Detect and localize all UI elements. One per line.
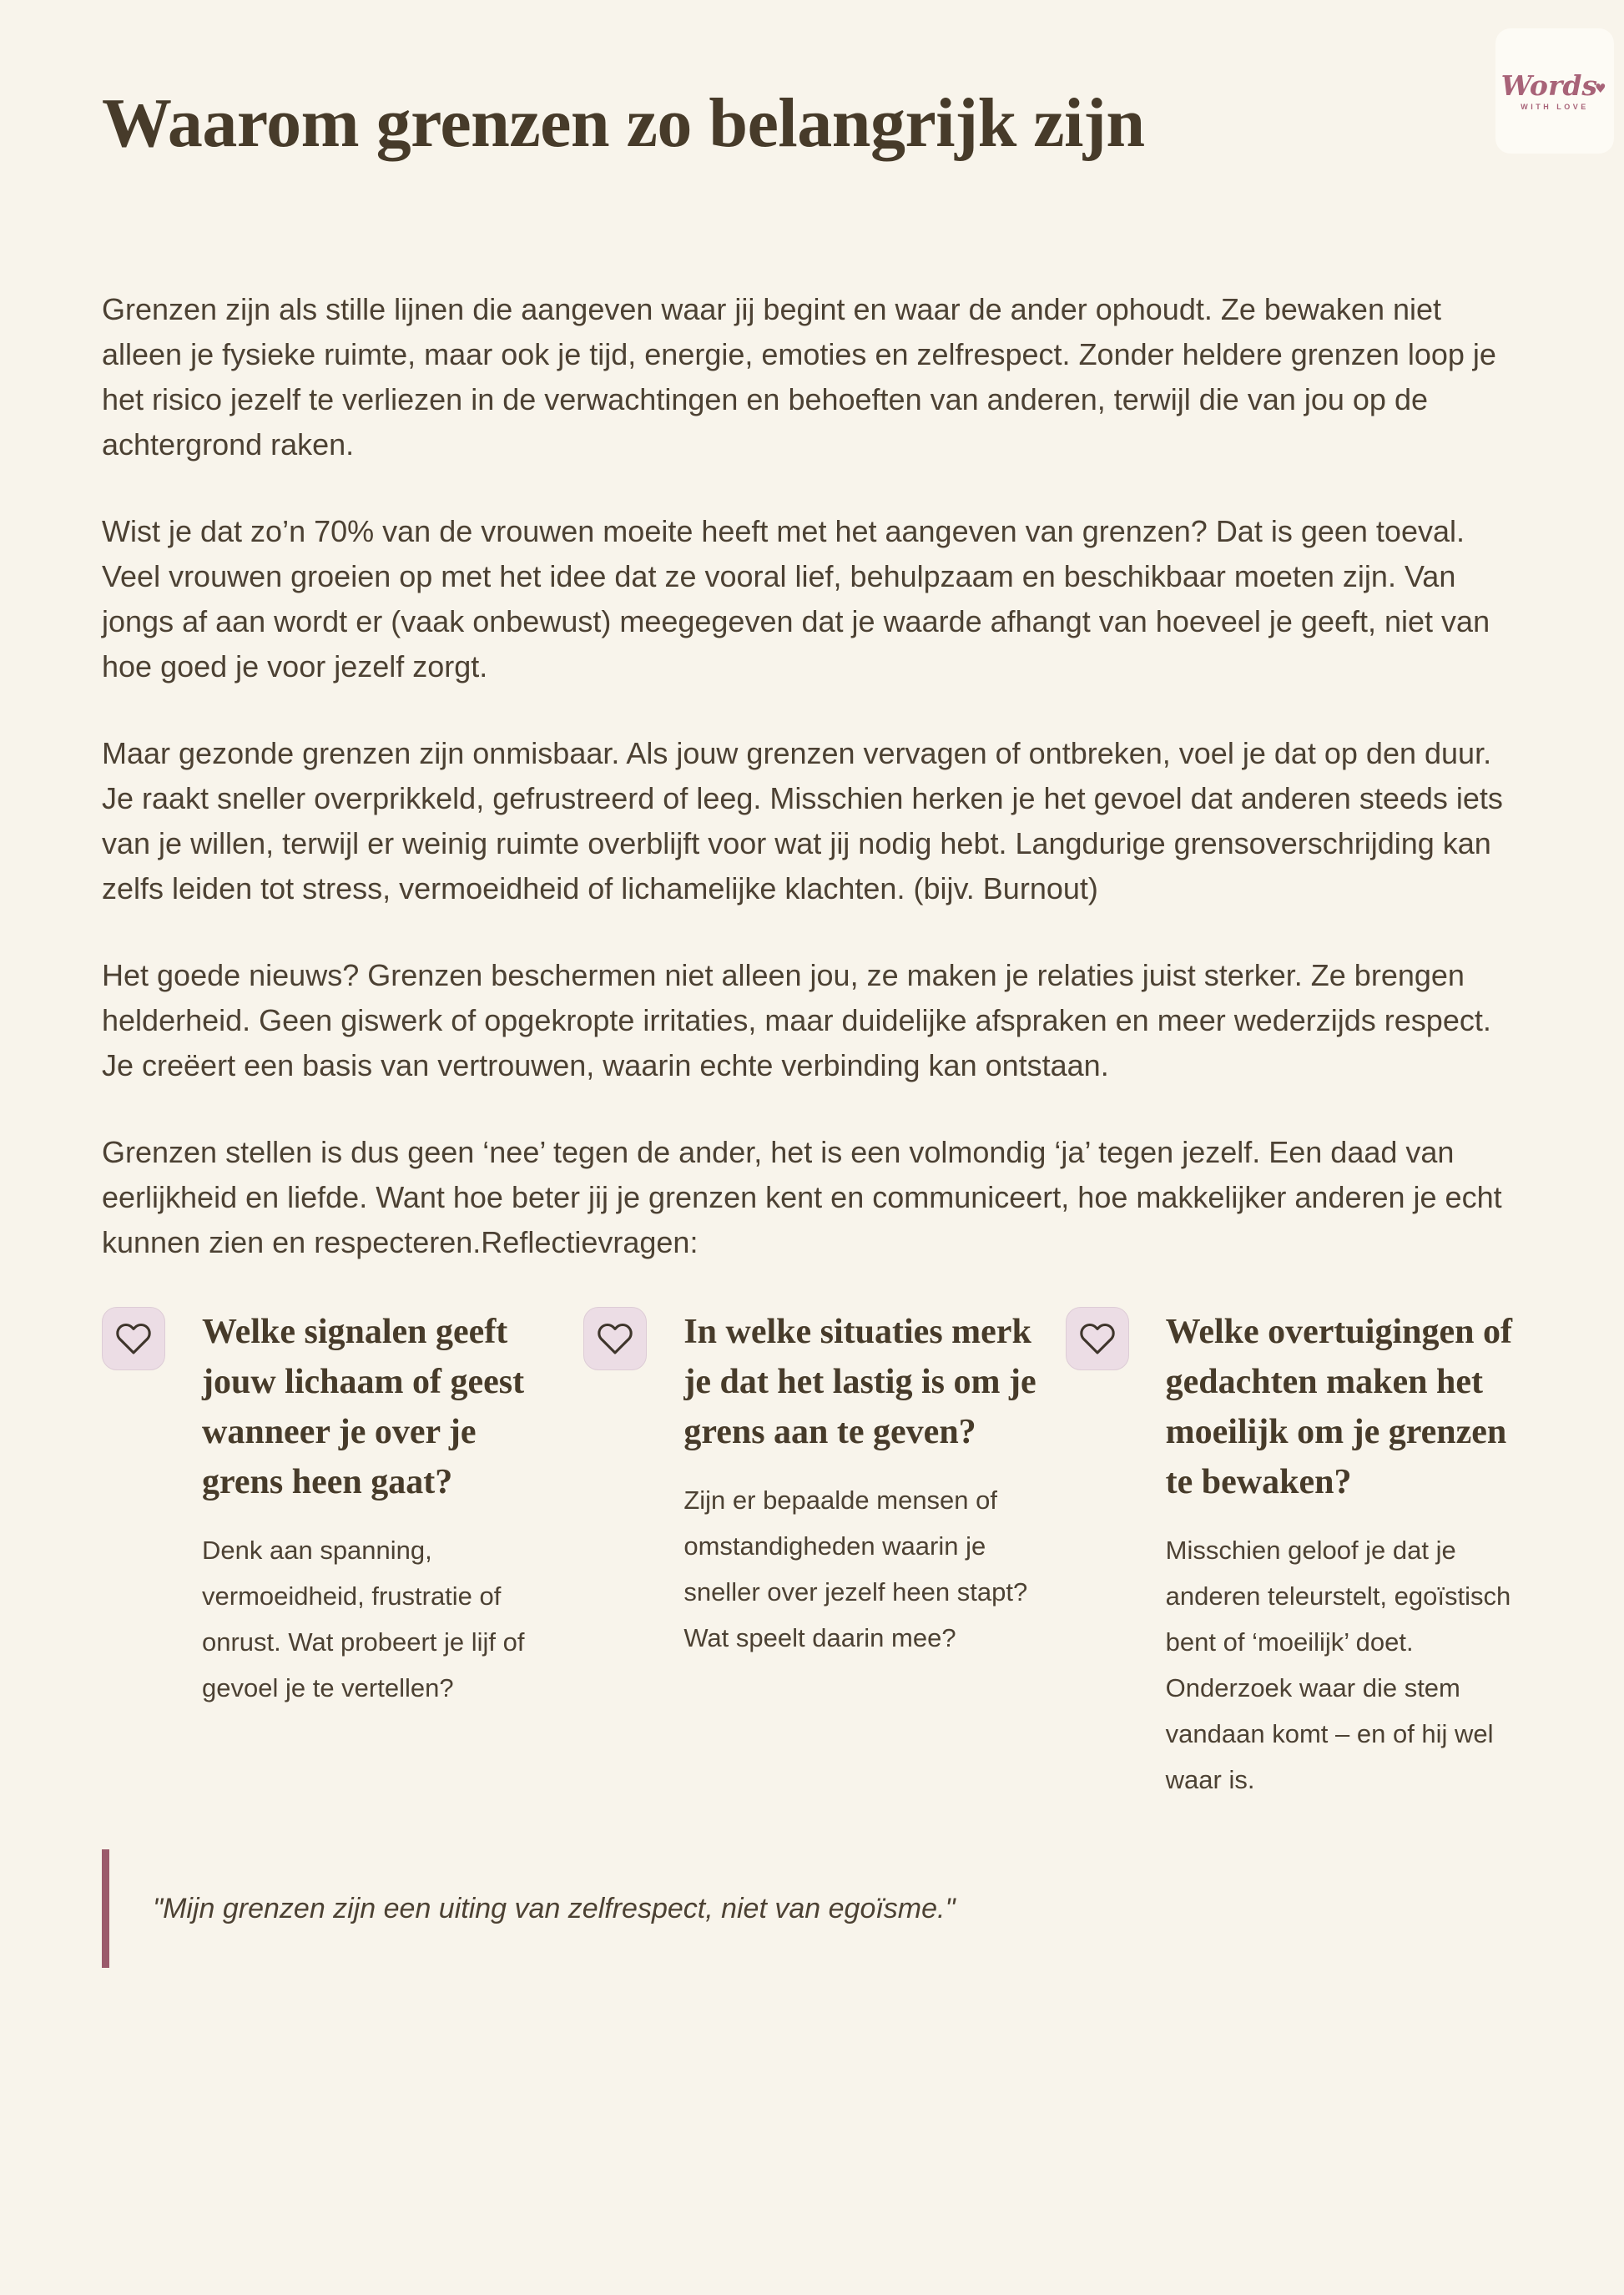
reflection-text-1 [202, 1307, 562, 1711]
logo [1495, 28, 1614, 154]
reflection-question: Welke overtuigingen of gedachten maken het moeilijk om je grenzen te bewaken? [1165, 1313, 1512, 1502]
logo-wordmark-text: Words [1500, 68, 1597, 102]
reflection-card-1 [102, 1307, 562, 1803]
reflection-text-3 [1166, 1307, 1526, 1803]
reflection-card-2 [583, 1307, 1043, 1803]
heart-icon-badge [102, 1307, 165, 1370]
logo-wordmark [1500, 68, 1609, 102]
heart-icon: ♥ [1594, 80, 1606, 96]
quote-accent-bar [102, 1849, 109, 1968]
reflection-hint: Zijn er bepaalde mensen of omstandigheden waarin je sneller over jezelf heen stapt? Wat speelt daarin mee? [683, 1485, 1028, 1653]
reflection-question: In welke situaties merk je dat het lastig is om je grens aan te geven? [683, 1313, 1036, 1452]
quote-block [102, 1849, 1370, 1968]
quote-text: "Mijn grenzen zijn een uiting van zelfrespect, niet van egoïsme." [153, 1892, 956, 1924]
reflection-text-2 [683, 1307, 1043, 1661]
intro-paragraph-4: Het goede nieuws? Grenzen beschermen niet alleen jou, ze maken je relaties juist sterker. Ze brengen helderheid. Geen giswerk of opgekropte irritaties, maar duidelijke afspraken en meer wederzijds respect. Je creëert een basis van vertrouwen, waarin echte verbinding kan ontstaan. [102, 958, 1491, 1083]
heart-icon-badge [583, 1307, 647, 1370]
reflection-hint: Misschien geloof je dat je anderen teleurstelt, egoïstisch bent of ‘moeilijk’ doet. Onderzoek waar die stem vandaan komt – en of hij wel waar is. [1165, 1536, 1511, 1795]
intro-paragraph-3: Maar gezonde grenzen zijn onmisbaar. Als jouw grenzen vervagen of ontbreken, voel je dat op den duur. Je raakt sneller overprikkeld, gefrustreerd of leeg. Misschien herken je het gevoel dat anderen steeds iets van je willen, terwijl er weinig ruimte overblijft voor wat jij nodig hebt. Langdurige grensoverschrijding kan zelfs leiden tot stress, vermoeidheid of lichamelijke klachten. (bijv. Burnout) [102, 736, 1503, 906]
reflection-question: Welke signalen geeft jouw lichaam of geest wanneer je over je grens heen gaat? [202, 1313, 525, 1502]
heart-icon [597, 1320, 633, 1357]
intro-paragraph-2: Wist je dat zo’n 70% van de vrouwen moeite heeft met het aangeven van grenzen? Dat is geen toeval. Veel vrouwen groeien op met het idee dat ze vooral lief, behulpzaam en beschikbaar moeten zijn. Van jongs af aan wordt er (vaak onbewust) meegegeven dat je waarde afhangt van hoeveel je geeft, niet van hoe goed je voor jezelf zorgt. [102, 514, 1490, 684]
reflection-section [102, 1307, 1526, 1803]
page-title: Waarom grenzen zo belangrijk zijn [102, 84, 1145, 162]
logo-tagline: WITH LOVE [1521, 102, 1589, 111]
reflection-card-3 [1066, 1307, 1526, 1803]
heart-icon-badge [1066, 1307, 1129, 1370]
intro-paragraph-1: Grenzen zijn als stille lijnen die aangeven waar jij begint en waar de ander ophoudt. Ze bewaken niet alleen je fysieke ruimte, maar ook je tijd, energie, emoties en zelfrespect. Zonder heldere grenzen loop je het risico jezelf te verliezen in de verwachtingen en behoeften van anderen, terwijl die van jou op de achtergrond raken. [102, 292, 1496, 462]
reflection-hint: Denk aan spanning, vermoeidheid, frustratie of onrust. Wat probeert je lijf of gevoel je te vertellen? [202, 1536, 525, 1703]
intro-paragraph-5: Grenzen stellen is dus geen ‘nee’ tegen de ander, het is een volmondig ‘ja’ tegen jezelf. Een daad van eerlijkheid en liefde. Want hoe beter jij je grenzen kent en communiceert, hoe makkelijker anderen je echt kunnen zien en respecteren.Reflectievragen: [102, 1135, 1502, 1260]
heart-icon [1079, 1320, 1116, 1357]
intro-section [102, 287, 1526, 1265]
heart-icon [115, 1320, 152, 1357]
